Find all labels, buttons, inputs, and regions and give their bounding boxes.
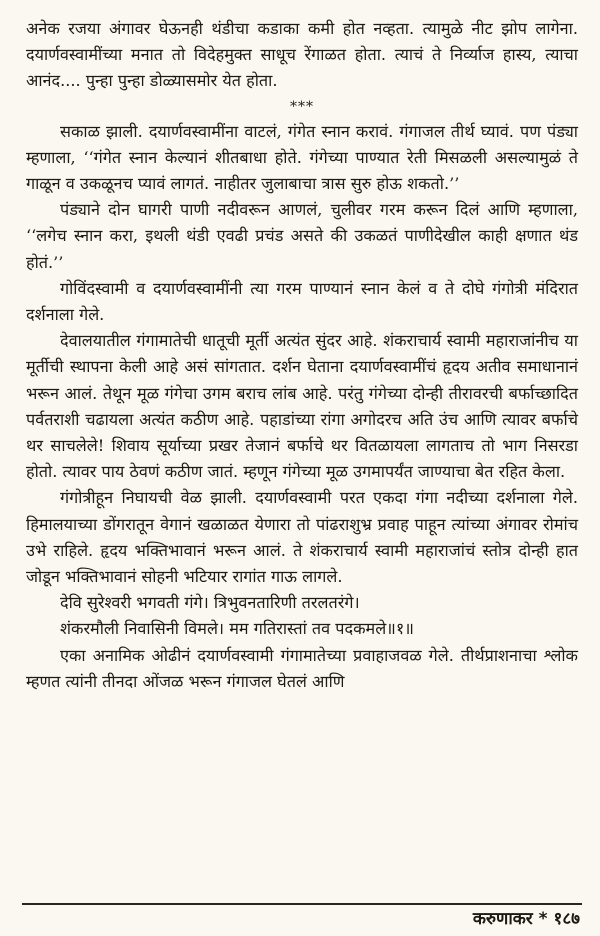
verse-line-1: देवि सुरेश्वरी भगवती गंगे। त्रिभुवनतारिणी तरलतरंगे। bbox=[60, 593, 360, 613]
paragraph-2: सकाळ झाली. दयार्णवस्वामींना वाटलं, गंगेत स्नान करावं. गंगाजल तीर्थ घ्यावं. पण पंड्या म्हणाला, ‘‘गंगेत स्नान केल्यानं शीतबाधा होते. गंगेच्या पाण्यात रेती मिसळली असल्यामुळं ते गाळून व उकळूनच प्यावं लागतं. नाहीतर जुलाबाचा त्रास सुरु होऊ शकतो.’’ bbox=[26, 121, 578, 194]
page-footer: करुणाकर * १८७ bbox=[472, 909, 580, 929]
paragraph-5: देवालयातील गंगामातेची धातूची मूर्ती अत्यंत सुंदर आहे. शंकराचार्य स्वामी महाराजांनीच या मूर्तीची स्थापना केली आहे असं सांगतात. दर्शन घेताना दयार्णवस्वामींचं हृदय अतीव समाधानानं भरून आलं. तेथून मूळ गंगेचा उगम बराच लांब आहे. परंतु गंगेच्या दोन्ही तीरावरची बर्फाच्छादित पर्वतराशी चढायला अत्यंत कठीण आहे. पहाडांच्या रांगा अगोदरच अति उंच आणि त्यावर बर्फाचे थर साचलेले! शिवाय सूर्याच्या प्रखर तेजानं बर्फाचे थर वितळायला लागताच तो भाग निसरडा होतो. त्यावर पाय ठेवणं कठीण जातं. म्हणून गंगेच्या मूळ उगमापर्यंत जाण्याचा बेत रहित केला. bbox=[26, 331, 578, 482]
footer-rule bbox=[22, 903, 582, 905]
paragraph-1: अनेक रजया अंगावर घेऊनही थंडीचा कडाका कमी होत नव्हता. त्यामुळे नीट झोप लागेना. दयार्णवस्वामींच्या मनात तो विदेहमुक्त साधूच रेंगाळत होता. त्याचं ते निर्व्याज हास्य, त्याचा आनंद.... पुन्हा पुन्हा डोळ्यासमोर येत होता. bbox=[26, 19, 578, 91]
verse-line-2: शंकरमौली निवासिनी विमले। मम गतिरास्तां तव पदकमले॥१॥ bbox=[60, 619, 414, 639]
paragraph-7: एका अनामिक ओढीनं दयार्णवस्वामी गंगामातेच्या प्रवाहाजवळ गेले. तीर्थप्राशनाचा श्लोक म्हणत त्यांनी तीनदा ओंजळ भरून गंगाजल घेतलं आणि bbox=[26, 645, 578, 691]
paragraph-3: पंड्याने दोन घागरी पाणी नदीवरून आणलं, चुलीवर गरम करून दिलं आणि म्हणाला, ‘‘लगेच स्नान करा, इथली थंडी एवढी प्रचंड असते की उकळतं पाणीदेखील काही क्षणात थंड होतं.’’ bbox=[26, 200, 578, 272]
paragraph-4: गोविंदस्वामी व दयार्णवस्वामींनी त्या गरम पाण्यानं स्नान केलं व ते दोघे गंगोत्री मंदिरात दर्शनाला गेले. bbox=[26, 278, 578, 325]
paragraph-6: गंगोत्रीहून निघायची वेळ झाली. दयार्णवस्वामी परत एकदा गंगा नदीच्या दर्शनाला गेले. हिमालयाच्या डोंगरातून वेगानं खळाळत येणारा तो पांढराशुभ्र प्रवाह पाहून त्यांच्या अंगावर रोमांच उभे राहिले. हृदय भक्तिभावानं भरून आलं. ते शंकराचार्य स्वामी महाराजांचं स्तोत्र दोन्ही हात जोडून भक्तिभावानं सोहनी भटियार रागांत गाऊ लागले. bbox=[26, 488, 578, 587]
page-body bbox=[26, 16, 578, 695]
section-separator: *** bbox=[290, 98, 314, 115]
